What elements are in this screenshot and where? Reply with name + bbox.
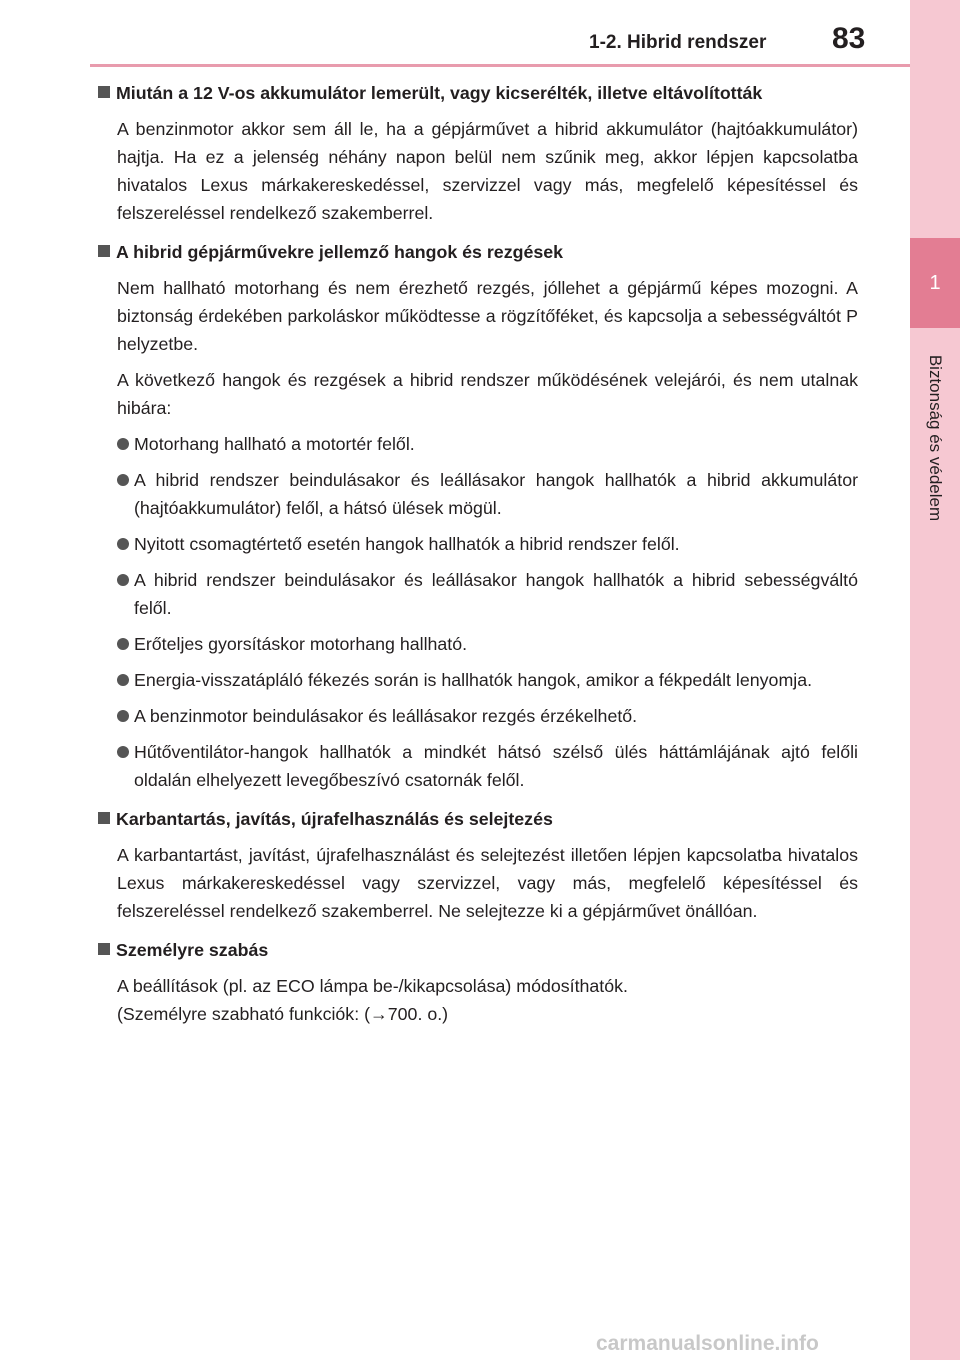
list-item [117, 466, 858, 522]
list-item-text: Motorhang hallható a motortér felől. [134, 434, 415, 454]
paragraph: A következő hangok és rezgések a hibrid rendszer működésének velejárói, és nem utalnak hibára: [117, 370, 858, 418]
list-item-text: Hűtőventilátor-hangok hallhatók a mindkét hátsó szélső ülés háttámlájának ajtó felőli oldalán elhelyezett levegőbeszívó csatornák felől. [134, 742, 858, 790]
section-sounds [96, 238, 858, 794]
header-divider [90, 64, 910, 67]
heading-text: Karbantartás, javítás, újrafelhasználás és selejtezés [116, 809, 553, 829]
section-heading [96, 805, 858, 833]
chapter-title: Biztonság és védelem [926, 354, 945, 522]
square-bullet-icon [98, 245, 110, 257]
round-bullet-icon [117, 438, 129, 450]
section-maintenance [96, 805, 858, 925]
section-header-title: 1-2. Hibrid rendszer [589, 32, 767, 53]
section-customization [96, 936, 858, 1028]
chapter-number: 1 [929, 271, 941, 294]
square-bullet-icon [98, 86, 110, 98]
list-item-text: A hibrid rendszer beindulásakor és leállásakor hangok hallhatók a hibrid akkumulátor (hajtóakkumulátor) felől, a hátsó ülések mögül. [134, 470, 858, 518]
list-item [117, 702, 858, 730]
paragraph: A karbantartást, javítást, újrafelhasználást és selejtezést illetően lépjen kapcsolatba hivatalos Lexus márkakereskedéssel vagy szervizzel, vagy más, megfelelő képesítéssel és felszereléssel rendelkező szakemberrel. Ne selejtezze ki a gépjárművet önállóan. [117, 845, 858, 921]
list-item [117, 630, 858, 658]
page-content [96, 79, 858, 1039]
list-item [117, 666, 858, 694]
paragraph: A benzinmotor akkor sem áll le, ha a gépjárművet a hibrid akkumulátor (hajtóakkumulátor) hajtja. Ha ez a jelenség néhány napon belül nem szűnik meg, akkor lépjen kapcsolatba hivatalos Lexus márkakereskedéssel, szervizzel vagy más, megfelelő képesítéssel és felszereléssel rendelkező szakemberrel. [117, 119, 858, 223]
chapter-tab[interactable] [910, 238, 960, 328]
section-heading [96, 238, 858, 266]
list-item-text: Energia-visszatápláló fékezés során is hallhatók hangok, amikor a fékpedált lenyomja. [134, 670, 813, 690]
list-item-text: Nyitott csomagtértető esetén hangok hallhatók a hibrid rendszer felől. [134, 534, 680, 554]
watermark: carmanualsonline.info [596, 1332, 819, 1355]
list-item [117, 430, 858, 458]
list-item-text: Erőteljes gyorsításkor motorhang hallható. [134, 634, 468, 654]
round-bullet-icon [117, 538, 129, 550]
section-battery [96, 79, 858, 227]
round-bullet-icon [117, 674, 129, 686]
heading-text: Miután a 12 V-os akkumulátor lemerült, vagy kicserélték, illetve eltávolították [116, 83, 763, 103]
section-heading [96, 936, 858, 964]
square-bullet-icon [98, 812, 110, 824]
paragraph: Nem hallható motorhang és nem érezhető rezgés, jóllehet a gépjármű képes mozogni. A biztonság érdekében parkoláskor működtesse a rögzítőféket, és kapcsolja a sebességváltót P helyzetbe. [117, 278, 858, 354]
heading-text: A hibrid gépjárművekre jellemző hangok és rezgések [116, 242, 563, 262]
list-item [117, 738, 858, 794]
heading-text: Személyre szabás [116, 940, 269, 960]
list-item-text: A benzinmotor beindulásakor és leállásakor rezgés érzékelhető. [134, 706, 638, 726]
round-bullet-icon [117, 638, 129, 650]
paragraph: A beállítások (pl. az ECO lámpa be-/kikapcsolása) módosíthatók. [117, 976, 628, 996]
section-heading [96, 79, 858, 107]
round-bullet-icon [117, 474, 129, 486]
cross-reference-link[interactable]: (Személyre szabható funkciók: (→700. o.) [117, 1004, 449, 1024]
side-strip [910, 0, 960, 1360]
round-bullet-icon [117, 746, 129, 758]
round-bullet-icon [117, 710, 129, 722]
list-item [117, 530, 858, 558]
list-item-text: A hibrid rendszer beindulásakor és leállásakor hangok hallhatók a hibrid sebességváltó felől. [134, 570, 858, 618]
page-number: 83 [832, 22, 866, 55]
square-bullet-icon [98, 943, 110, 955]
list-item [117, 566, 858, 622]
round-bullet-icon [117, 574, 129, 586]
